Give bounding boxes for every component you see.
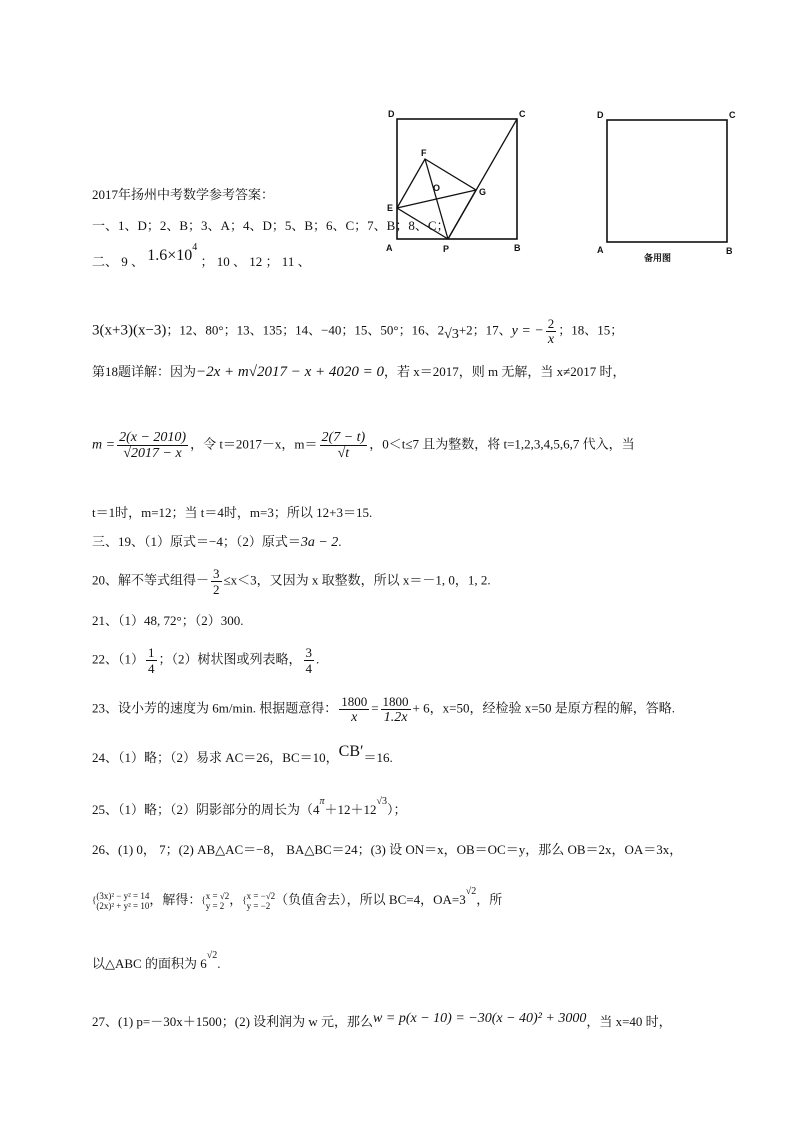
answer-line-1: 一、1、D；2、B；3、A；4、D；5、B；6、C；7、B；8、C； — [92, 218, 450, 233]
backup-diagram — [592, 104, 752, 264]
answer-line-5: m = $\frac{2(x - 2010)}{√2017 - x}$ ，令 t＝2017－x，m＝ $\frac{2(7 - t)}{√t}$ ，0＜t≤7 且为整数，将 t=1,2,3,4,5,6,7 代入，当 — [92, 430, 635, 461]
label-a: A — [386, 243, 393, 253]
answer-line-16: 以△ABC 的面积为 $6^{√2}$. — [92, 950, 221, 971]
backup-label-a: A — [597, 245, 604, 255]
doc-title: 2017年扬州中考数学参考答案： — [92, 187, 275, 202]
label-d: D — [388, 109, 395, 119]
answer-line-13: 25、（1）略；（2）阴影部分的周长为$(4^\pi+12+12^{√3})$； — [92, 796, 407, 817]
answer-line-12: 24、（1）略；（2）易求 AC＝26，BC＝10，CB′＝16. — [92, 743, 393, 765]
backup-square — [607, 120, 727, 242]
answer-line-11: 23、设小芳的速度为 6m/min. 根据题意得： $\frac{1800}{x}$ = $\frac{1800}{1.2x}$ + 6，x=50，经检验 x=50 是原方程的解，答略. — [92, 694, 676, 725]
answer-line-15: { (3x)² − y² = 14 (2x)² + y² = 10 ，解得：{ x = √2 y = 2 ，{ x = −√2 y = −2 （负值舍去），所以 BC=4，$OA=3^{√2}$，所 — [92, 886, 503, 912]
answer-line-2: 二、 9 、 $1.6\times 10^4$ ； 10 、 12 ； 11 、 — [92, 242, 311, 269]
square-figure-main — [380, 104, 540, 262]
answer-line-17: 27、(1) p=－30x＋1500；(2) 设利润为 w 元，那么w = p(x − 10) = −30(x − 40)² + 3000，当 x=40 时， — [92, 1011, 672, 1029]
answer-line-8: 20、解不等式组得－ $\frac{3}{2}$ ≤x＜3，又因为 x 取整数，所以 x＝－1, 0，1, 2. — [92, 566, 491, 597]
backup-label-b: B — [726, 246, 733, 256]
geometry-diagram — [380, 104, 540, 262]
backup-label-d: D — [597, 110, 604, 120]
label-b: B — [514, 243, 521, 253]
label-c: C — [519, 109, 526, 119]
answer-line-3: 3(x+3)(x−3)；12、80°；13、135；14、−40；15、50°；16、2√3+2；17、y = − $\frac{2}{x}$ ；18、15； — [92, 316, 624, 347]
label-p: P — [443, 244, 450, 254]
backup-caption: 备用图 — [644, 253, 672, 263]
answer-line-9: 21、（1）48, 72°；（2）300. — [92, 613, 244, 628]
backup-label-c: C — [729, 110, 736, 120]
label-e: E — [387, 203, 394, 213]
square-figure-backup — [592, 104, 752, 264]
answer-line-4: 第18题详解：因为−2x + m√2017 − x + 4020 = 0，若 x＝2017，则 m 无解，当 x≠2017 时， — [92, 364, 626, 380]
answer-line-6: t＝1时，m=12；当 t＝4时，m=3；所以 12+3＝15. — [92, 505, 373, 520]
label-o: O — [433, 183, 441, 193]
label-g: G — [479, 187, 487, 197]
answer-line-7: 三、19、（1）原式＝−4；（2）原式＝3a − 2. — [92, 534, 342, 550]
answer-line-14: 26、(1) 0， 7；(2) AB△AC＝−8， BA△BC＝24；(3) 设 ON＝x，OB＝OC＝y，那么 OB＝2x，OA＝3x， — [92, 842, 683, 857]
answer-line-10: 22、（1） $\frac{1}{4}$ ；（2）树状图或列表略， $\frac{3}{4}$ . — [92, 645, 320, 676]
label-f: F — [421, 148, 427, 158]
